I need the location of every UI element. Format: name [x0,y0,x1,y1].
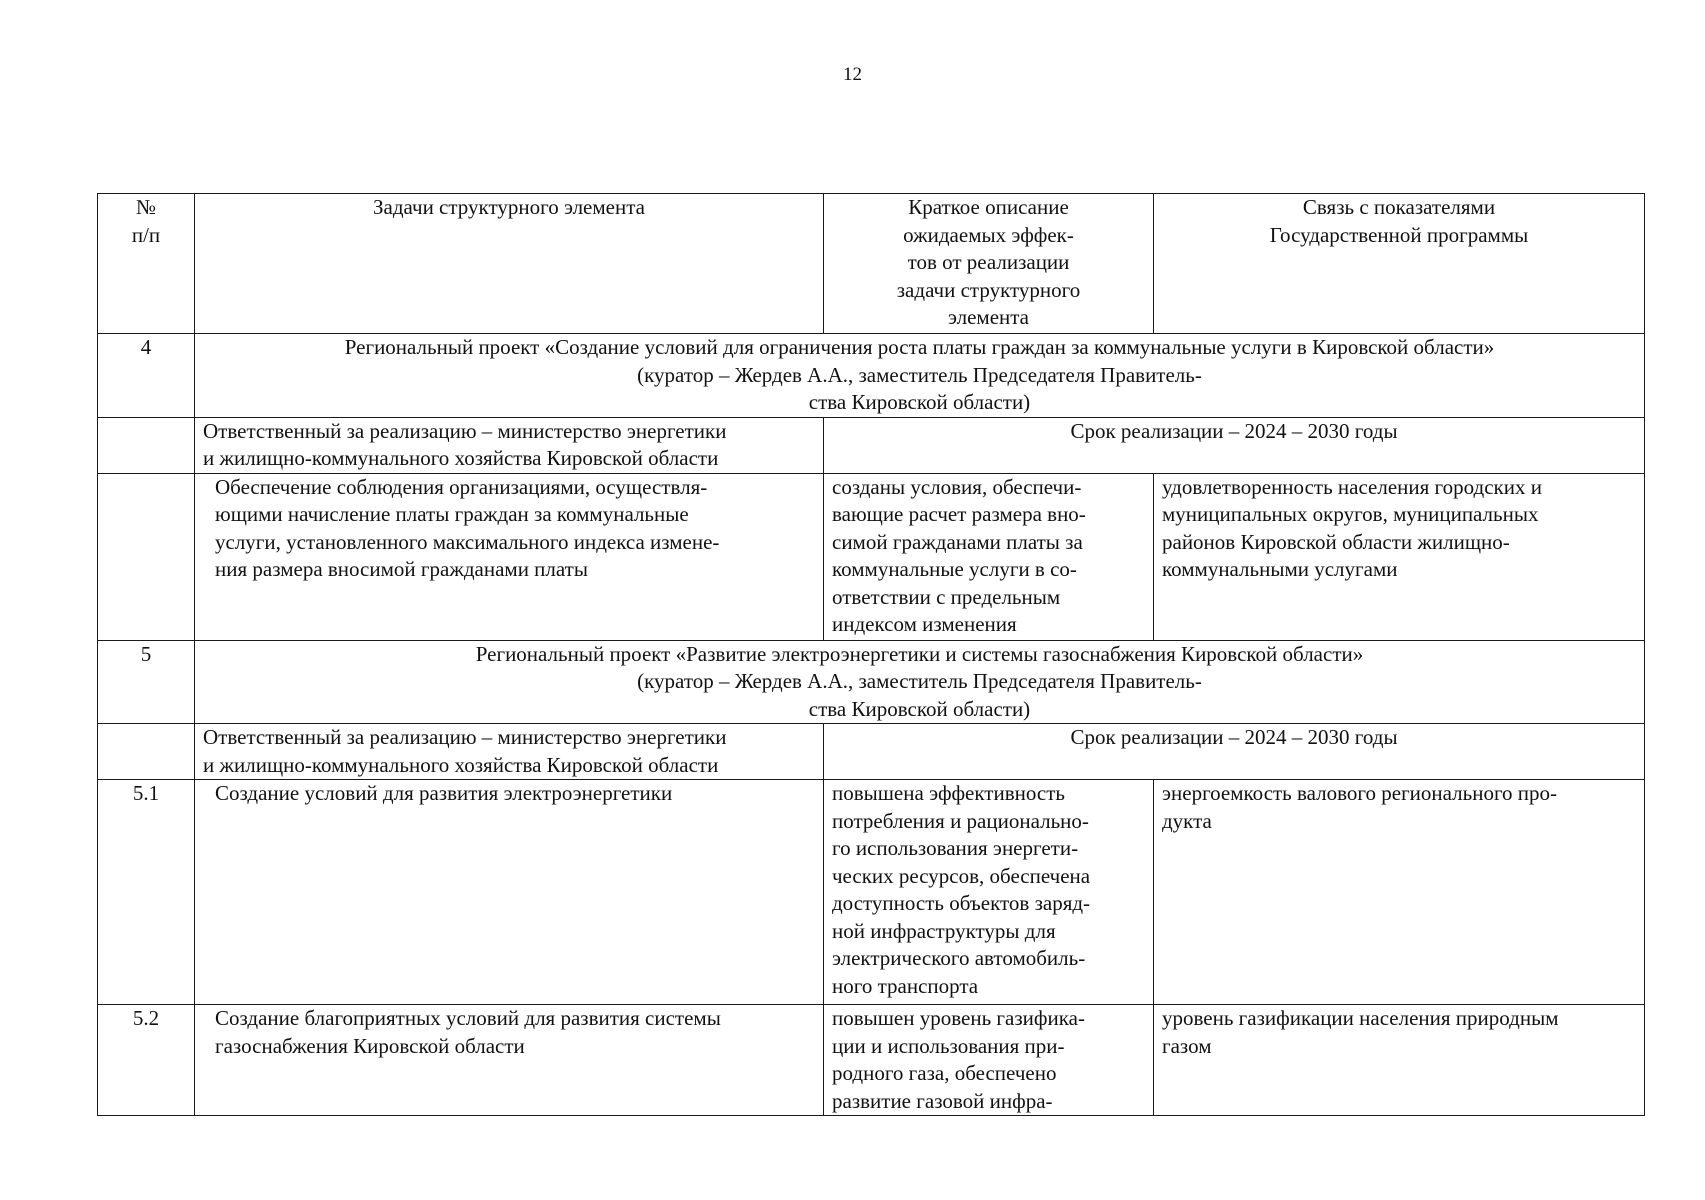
project-5-responsible: Ответственный за реализацию – министерство энергетики и жилищно-коммунального хозяйства Кировской области [195,724,824,780]
row-effect: повышен уровень газифика- ции и использования при- родного газа, обеспечено развитие газовой инфра- [824,1005,1154,1116]
header-indicators: Связь с показателями Государственной программы [1154,194,1645,334]
row-indicator: удовлетворенность населения городских и муниципальных округов, муниципальных районов Кировской области жилищно- коммунальными услугами [1154,473,1645,640]
table-row [98,780,1645,1005]
table-row [98,1005,1645,1116]
table-row [98,473,1645,640]
project-5-number: 5 [98,640,195,724]
row-indicator: уровень газификации населения природным газом [1154,1005,1645,1116]
project-4-number: 4 [98,334,195,418]
row-number [98,473,195,640]
project-5-responsible-row [98,724,1645,780]
project-5-title-row [98,640,1645,724]
page-number: 12 [843,64,862,85]
project-4-responsible-row [98,417,1645,473]
table-header-row [98,194,1645,334]
project-4-responsible: Ответственный за реализацию – министерство энергетики и жилищно-коммунального хозяйства Кировской области [195,417,824,473]
row-indicator: энергоемкость валового регионального про- дукта [1154,780,1645,1005]
project-4-title-row [98,334,1645,418]
structural-elements-table [97,193,1645,1116]
project-4-term: Срок реализации – 2024 – 2030 годы [824,417,1645,473]
project-5-term: Срок реализации – 2024 – 2030 годы [824,724,1645,780]
row-task: Обеспечение соблюдения организациями, осуществля- ющими начисление платы граждан за коммунальные услуги, установленного максимального индекса измене- ния размера вносимой гражданами платы [195,473,824,640]
row-effect: повышена эффективность потребления и рационально- го использования энергети- ческих ресурсов, обеспечена доступность объектов заряд- ной инфраструктуры для электрического автомобиль- ного транспорта [824,780,1154,1005]
row-task: Создание благоприятных условий для развития системы газоснабжения Кировской области [195,1005,824,1116]
row-number: 5.2 [98,1005,195,1116]
empty-cell [98,724,195,780]
row-effect: созданы условия, обеспечи- вающие расчет размера вно- симой гражданами платы за коммунальные услуги в со- ответствии с предельным индексом изменения [824,473,1154,640]
empty-cell [98,417,195,473]
row-number: 5.1 [98,780,195,1005]
project-5-title: Региональный проект «Развитие электроэнергетики и системы газоснабжения Кировской области» (куратор – Жердев А.А., заместитель Председателя Правитель- ства Кировской области) [195,640,1645,724]
row-task: Создание условий для развития электроэнергетики [195,780,824,1005]
header-tasks: Задачи структурного элемента [195,194,824,334]
header-effects: Краткое описание ожидаемых эффек- тов от реализации задачи структурного элемента [824,194,1154,334]
header-number: № п/п [98,194,195,334]
project-4-title: Региональный проект «Создание условий для ограничения роста платы граждан за коммунальные услуги в Кировской области» (куратор – Жердев А.А., заместитель Председателя Правитель- ства Кировской области) [195,334,1645,418]
